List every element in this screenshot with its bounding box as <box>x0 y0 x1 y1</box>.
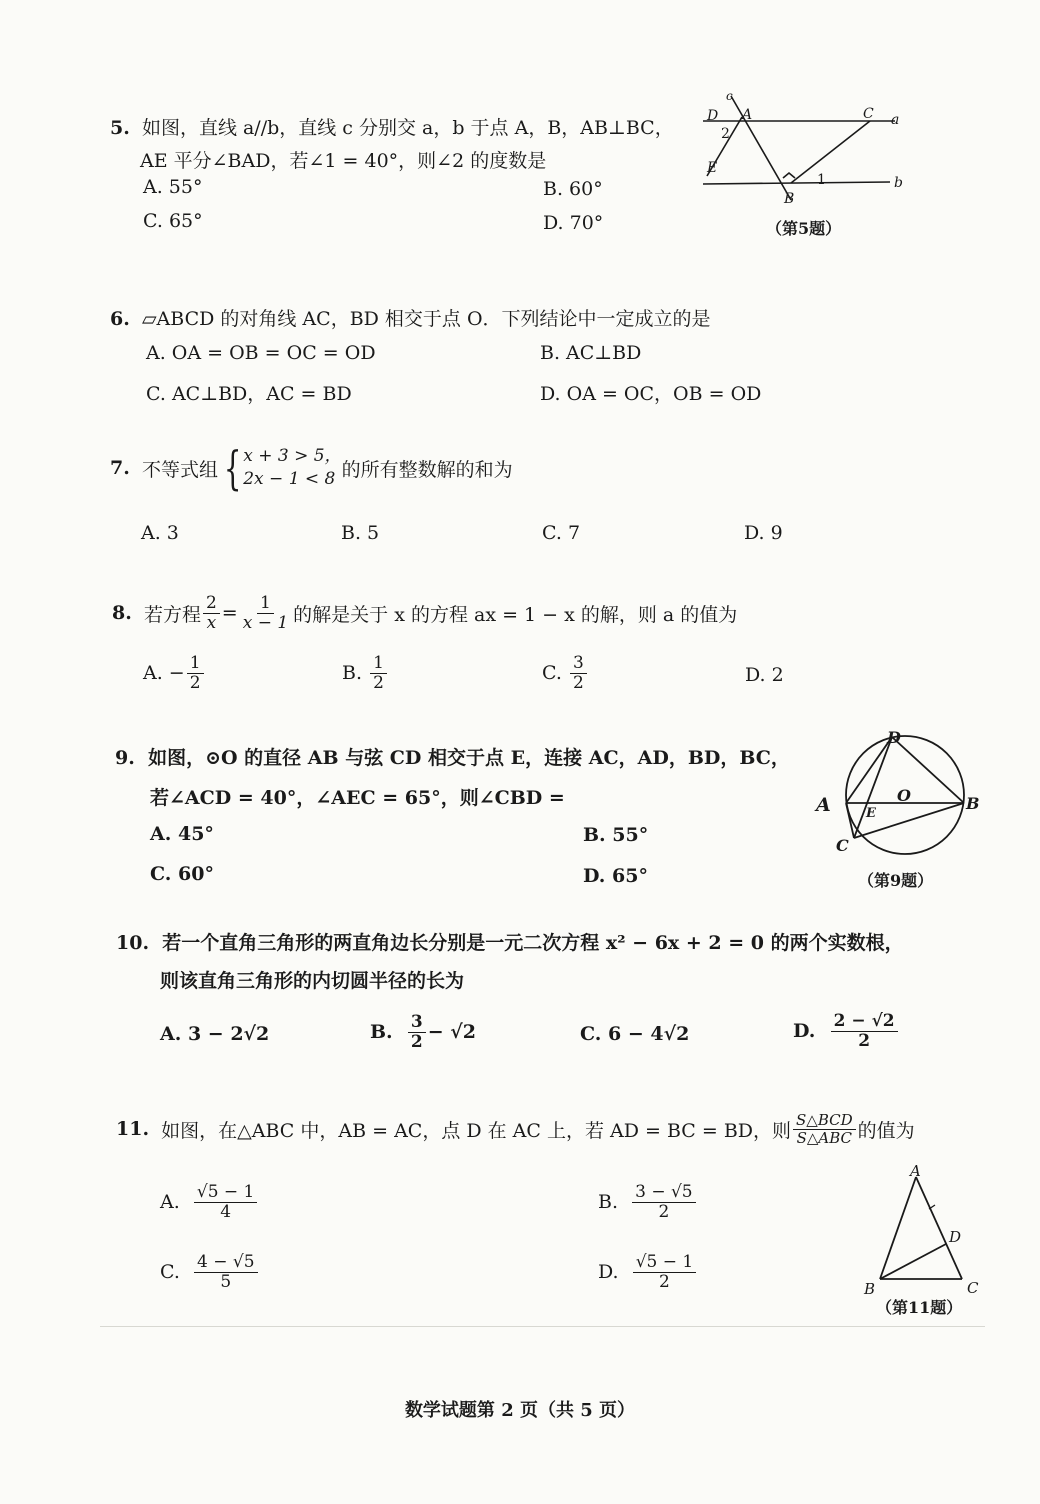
q7-option-a: A. 3 <box>141 522 179 544</box>
chord-ac <box>846 803 854 838</box>
label-b-line: b <box>894 175 903 191</box>
q7-option-b: B. 5 <box>341 522 380 544</box>
q7-stem: 7. 不等式组 { x + 3 > 5， 2x − 1 < 8 的所有整数解的和为 <box>110 441 513 495</box>
q11-option-d: D. $\frac{√5 - 1}{2}$ <box>598 1253 698 1291</box>
q9-option-d: D. 65° <box>583 865 648 887</box>
q9-option-b: B. 55° <box>583 824 649 846</box>
q11-figure <box>858 1160 988 1300</box>
q6-option-d: D. OA = OC，OB = OD <box>540 383 762 405</box>
q8-option-a: A. − $\frac{1}{2}$ <box>143 654 206 692</box>
q9-line2: 若∠ACD = 40°，∠AEC = 65°，则∠CBD = <box>150 787 565 809</box>
line-bc <box>791 121 870 183</box>
label-a-line: a <box>891 112 900 128</box>
q11-option-c: C. $\frac{4 - √5}{5}$ <box>160 1253 260 1291</box>
q8-option-c: C. $\frac{3}{2}$ <box>542 654 589 692</box>
q5-option-a: A. 55° <box>143 176 203 198</box>
q10-option-b: B. $\frac{3}{2}$ − √2 <box>370 1012 477 1052</box>
page-footer: 数学试题第 2 页（共 5 页） <box>404 1400 636 1421</box>
q10-option-c: C. 6 − 4√2 <box>580 1023 690 1045</box>
q11-area-ratio: $\frac{\text{S△BCD}}{\text{S△ABC}}$ <box>793 1112 856 1146</box>
q10-option-d: D. $\frac{2 - √2}{2}$ <box>793 1012 900 1050</box>
q6-option-c: C. AC⊥BD，AC = BD <box>146 383 352 405</box>
q7-option-d: D. 9 <box>744 522 783 544</box>
q5-option-c: C. 65° <box>143 210 203 232</box>
label-d: D <box>707 108 719 124</box>
q5-line2: AE 平分∠BAD，若∠1 = 40°，则∠2 的度数是 <box>140 150 547 172</box>
label-a-point: A <box>742 107 753 123</box>
q9-option-a: A. 45° <box>150 823 214 845</box>
q11-option-a: A. $\frac{√5 - 1}{4}$ <box>160 1183 259 1221</box>
q7-inequality-system: { x + 3 > 5， 2x − 1 < 8 <box>223 441 342 495</box>
label-c: C <box>967 1279 979 1297</box>
label-c-point: C <box>863 106 874 122</box>
label-d: D <box>887 728 901 747</box>
q9-figure <box>810 725 990 860</box>
label-d: D <box>949 1228 962 1246</box>
q10-line1: 10. 若一个直角三角形的两直角边长分别是一元二次方程 x² − 6x + 2 = 0 的两个实数根， <box>116 932 904 954</box>
q5-caption: （第5题） <box>766 219 842 238</box>
q5-figure <box>695 88 915 213</box>
label-c: c <box>726 89 733 103</box>
chord-ad <box>846 737 892 803</box>
label-b: B <box>864 1280 876 1298</box>
q5-option-b: B. 60° <box>543 178 603 200</box>
label-2: 2 <box>721 126 730 142</box>
q11-caption: （第11题） <box>876 1298 963 1317</box>
label-c: C <box>836 836 849 855</box>
q11-option-b: B. $\frac{3 - √5}{2}$ <box>598 1183 698 1221</box>
q7-option-c: C. 7 <box>542 522 581 544</box>
q6-option-a: A. OA = OB = OC = OD <box>146 342 376 364</box>
q9-line1: 9. 如图，⊙O 的直径 AB 与弦 CD 相交于点 E，连接 AC，AD，BD，BC， <box>115 747 790 769</box>
q5-option-d: D. 70° <box>543 212 604 234</box>
label-a: A <box>910 1162 921 1180</box>
label-e: E <box>707 160 718 176</box>
q10-option-a: A. 3 − 2√2 <box>160 1023 270 1045</box>
q8-option-b: B. $\frac{1}{2}$ <box>342 654 389 692</box>
label-e: E <box>866 806 876 821</box>
label-b-point: B <box>784 191 795 207</box>
q6-line1: 6. ▱ABCD 的对角线 AC，BD 相交于点 O．下列结论中一定成立的是 <box>110 308 711 330</box>
q6-option-b: B. AC⊥BD <box>540 342 642 364</box>
label-1: 1 <box>817 172 826 188</box>
q8-option-d: D. 2 <box>745 664 784 686</box>
right-angle-mark <box>783 173 795 178</box>
label-b: B <box>966 794 980 813</box>
q9-option-c: C. 60° <box>150 863 214 885</box>
q8-fraction-2: $\frac{1}{x - 1}$ <box>242 593 289 633</box>
label-a: A <box>816 794 831 816</box>
chord-cd <box>854 737 892 838</box>
q8-fraction-1: $\frac{2}{x}$ <box>203 594 220 632</box>
line-b <box>703 182 890 184</box>
q5-line1: 5. 如图，直线 a//b，直线 c 分别交 a，b 于点 A，B，AB⊥BC， <box>110 117 674 139</box>
q10-line2: 则该直角三角形的内切圆半径的长为 <box>160 970 465 992</box>
q8-stem: 8. 若方程 $\frac{2}{x}$ = $\frac{1}{x - 1}$ 的解是关于 x 的方程 ax = 1 − x 的解，则 a 的值为 <box>112 593 738 633</box>
q11-stem: 11. 如图，在△ABC 中，AB = AC，点 D 在 AC 上，若 AD = BC = BD，则 $\frac{\text{S△BCD}}{\text{S△ABC}}$ 的值为 <box>116 1111 915 1147</box>
label-o: O <box>897 786 911 805</box>
separator-line <box>100 1326 985 1327</box>
q9-caption: （第9题） <box>858 871 934 890</box>
